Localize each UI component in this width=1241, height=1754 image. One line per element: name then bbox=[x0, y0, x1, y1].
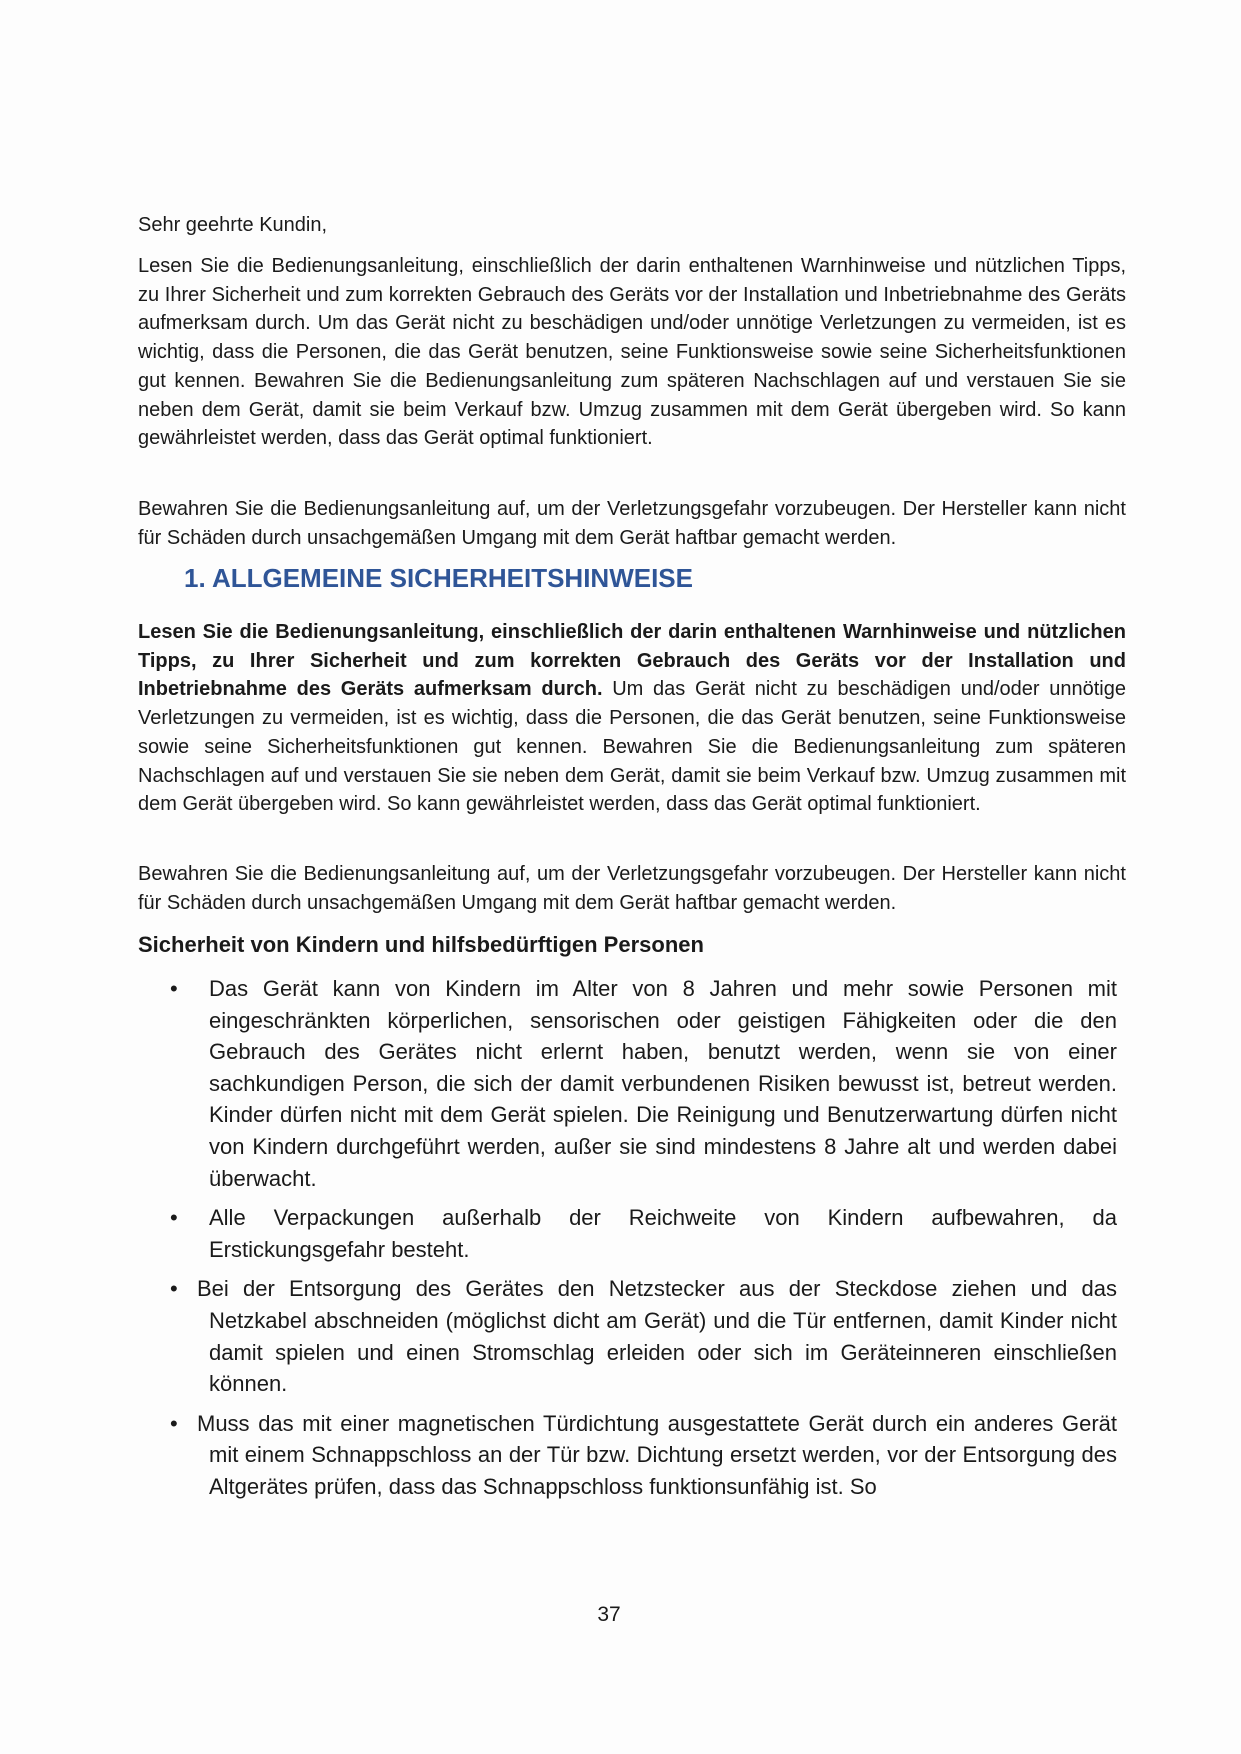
bullet-icon: • bbox=[170, 1410, 178, 1436]
subsection-heading: Sicherheit von Kindern und hilfsbedürftigen Personen bbox=[138, 932, 704, 957]
greeting: Sehr geehrte Kundin, bbox=[138, 214, 328, 236]
intro-paragraph: Bewahren Sie die Bedienungsanleitung auf, um der Verletzungsgefahr vorzubeugen. Der Hersteller kann nicht für Schäden durch unsachgemäßen Umgang mit dem Gerät haftbar gemacht werden. bbox=[138, 498, 1126, 549]
list-item: • Das Gerät kann von Kindern im Alter von 8 Jahren und mehr sowie Personen mit eingeschränkten körperlichen, sensorischen oder geistigen Fähigkeiten oder die den Gebrauch des Gerätes nicht erlernt haben, benutzt werden, wenn sie von einer sachkundigen Person, die sich der damit verbundenen Risiken bewusst ist, betreut werden. Kinder dürfen nicht mit dem Gerät spielen. Die Reinigung und Benutzerwartung dürfen nicht von Kindern durchgeführt werden, außer sie sind mindestens 8 Jahre alt und werden dabei überwacht. bbox=[170, 973, 1117, 1194]
section-paragraph: Bewahren Sie die Bedienungsanleitung auf, um der Verletzungsgefahr vorzubeugen. Der Hersteller kann nicht für Schäden durch unsachgemäßen Umgang mit dem Gerät haftbar gemacht werden. bbox=[138, 863, 1126, 914]
section-paragraph-bold: Lesen Sie die Bedienungsanleitung, einschließlich der darin enthaltenen Warnhinweise und nützlichen Tipps, zu Ihrer Sicherheit und zum korrekten Gebrauch des Geräts vor der Installation und Inbetriebnahme des Geräts aufmerksam durch. bbox=[138, 621, 1126, 701]
list-item: • Bei der Entsorgung des Gerätes den Netzstecker aus der Steckdose ziehen und das Netzkabel abschneiden (möglichst dicht am Gerät) und die Tür entfernen, damit Kinder nicht damit spielen und einen Stromschlag erleiden oder sich im Geräteinneren einschließen können. bbox=[170, 1273, 1117, 1399]
list-item: • Alle Verpackungen außerhalb der Reichweite von Kindern aufbewahren, da Erstickungsgefahr besteht. bbox=[170, 1202, 1117, 1265]
page-number: 37 bbox=[597, 1603, 621, 1626]
bullet-icon: • bbox=[170, 1276, 178, 1302]
bullet-list bbox=[170, 973, 1117, 1511]
intro-paragraph: Lesen Sie die Bedienungsanleitung, einschließlich der darin enthaltenen Warnhinweise und nützlichen Tipps, zu Ihrer Sicherheit und zum korrekten Gebrauch des Geräts vor der Installation und Inbetriebnahme des Geräts aufmerksam durch. Um das Gerät nicht zu beschädigen und/oder unnötige Verletzungen zu vermeiden, ist es wichtig, dass die Personen, die das Gerät benutzen, seine Funktionsweise sowie seine Sicherheitsfunktionen gut kennen. Bewahren Sie die Bedienungsanleitung zum späteren Nachschlagen auf und verstauen Sie sie neben dem Gerät, damit sie beim Verkauf bzw. Umzug zusammen mit dem Gerät übergeben wird. So kann gewährleistet werden, dass das Gerät optimal funktioniert. bbox=[138, 255, 1126, 450]
list-item: • Muss das mit einer magnetischen Türdichtung ausgestattete Gerät durch ein anderes Gerät mit einem Schnappschloss an der Tür bzw. Dichtung ersetzt werden, vor der Entsorgung des Altgerätes prüfen, dass das Schnappschloss funktionsunfähig ist. So bbox=[170, 1408, 1117, 1503]
section-heading: 1. ALLGEMEINE SICHERHEITSHINWEISE bbox=[184, 563, 693, 593]
section-paragraph-rest: Um das Gerät nicht zu beschädigen und/oder unnötige Verletzungen zu vermeiden, ist es wichtig, dass die Personen, die das Gerät benutzen, seine Funktionsweise sowie seine Sicherheitsfunktionen gut kennen. Bewahren Sie die Bedienungsanleitung zum späteren Nachschlagen auf und verstauen Sie sie neben dem Gerät, damit sie beim Verkauf bzw. Umzug zusammen mit dem Gerät übergeben wird. So kann gewährleistet werden, dass das Gerät optimal funktioniert. bbox=[138, 678, 1126, 816]
section-paragraph bbox=[138, 618, 1126, 819]
bullet-icon: • bbox=[170, 976, 178, 1001]
bullet-icon: • bbox=[170, 1205, 178, 1231]
